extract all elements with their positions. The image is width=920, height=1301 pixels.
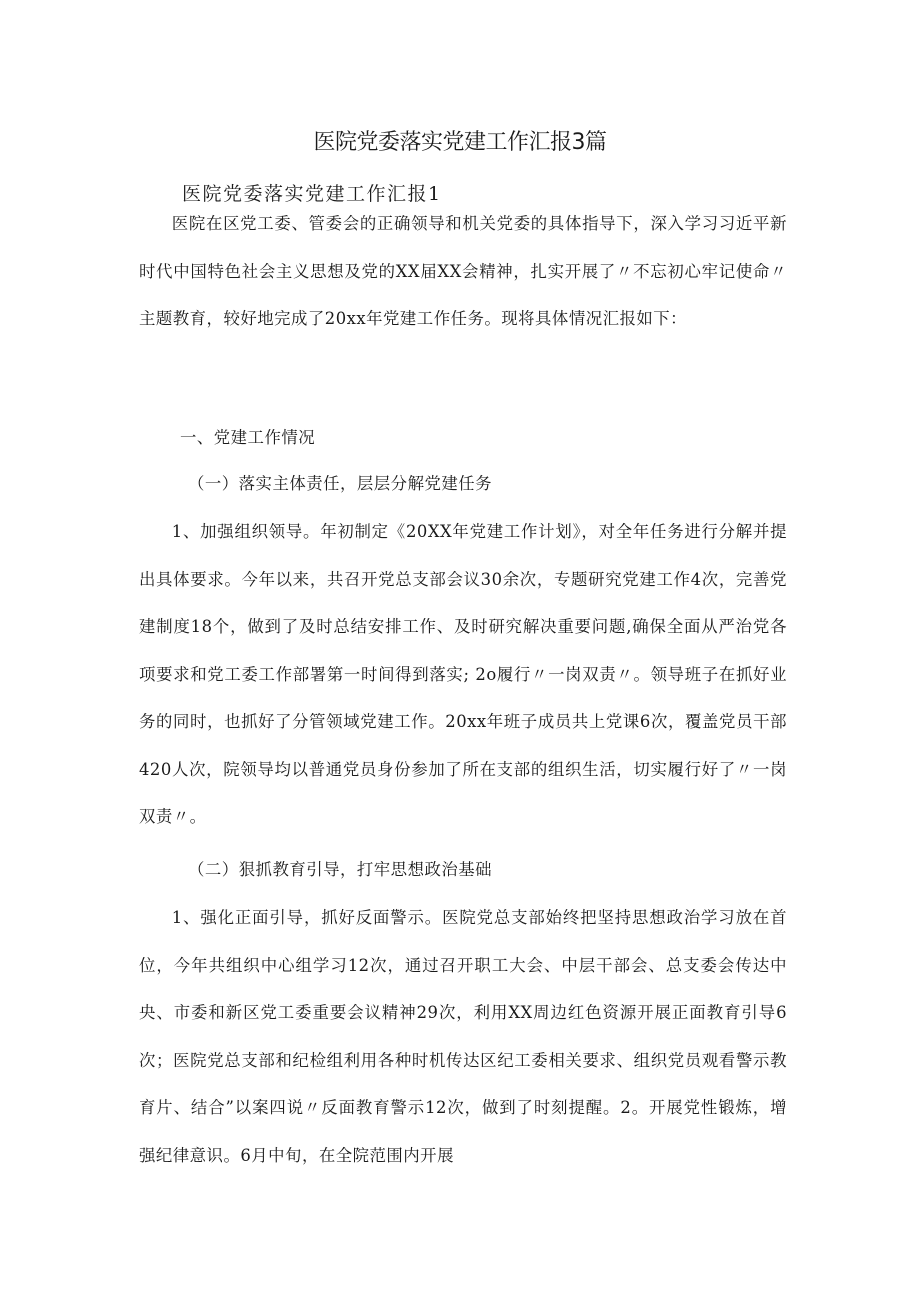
section-heading-1: 一、党建工作情况 xyxy=(180,428,316,447)
paragraph-1: 1、加强组织领导。年初制定《20XX年党建工作计划》，对全年任务进行分解并提出具体要求。今年以来，共召开党总支部会议30余次，专题研究党建工作4次，完善党建制度18个，做到了及时总结安排工作、及时研究解决重要问题,确保全面从严治党各项要求和党工委工作部署第一时间得到落实; 2o履行〃一岗双责〃。领导班子在抓好业务的同时，也抓好了分管领域党建工作。20xx年班子成员共上党课6次，覆盖党员干部420人次，院领导均以普通党员身份参加了所在支部的组织生活，切实履行好了〃一岗双责〃。 xyxy=(139,522,787,826)
paragraph-2: 1、强化正面引导，抓好反面警示。医院党总支部始终把坚持思想政治学习放在首位，今年共组织中心组学习12次，通过召开职工大会、中层干部会、总支委会传达中央、市委和新区党工委重要会议精神29次，利用XX周边红色资源开展正面教育引导6次；医院党总支部和纪检组利用各种时机传达区纪工委相关要求、组织党员观看警示教育片、结合”以案四说〃反面教育警示12次，做到了时刻提醒。2。开展党性锻炼，增强纪律意识。6月中旬，在全院范围内开展 xyxy=(139,908,787,1165)
document-subtitle: 医院党委落实党建工作汇报1 xyxy=(182,183,442,205)
intro-paragraph: 医院在区党工委、管委会的正确领导和机关党委的具体指导下，深入学习习近平新时代中国特色社会主义思想及党的XX届XX会精神，扎实开展了〃不忘初心牢记使命〃主题教育，较好地完成了20xx年党建工作任务。现将具体情况汇报如下： xyxy=(139,214,787,328)
subsection-heading-2: （二）狠抓教育引导，打牢思想政治基础 xyxy=(188,860,493,879)
document-title: 医院党委落实党建工作汇报3篇 xyxy=(313,130,607,155)
subsection-heading-1: （一）落实主体责任，层层分解党建任务 xyxy=(188,474,493,493)
